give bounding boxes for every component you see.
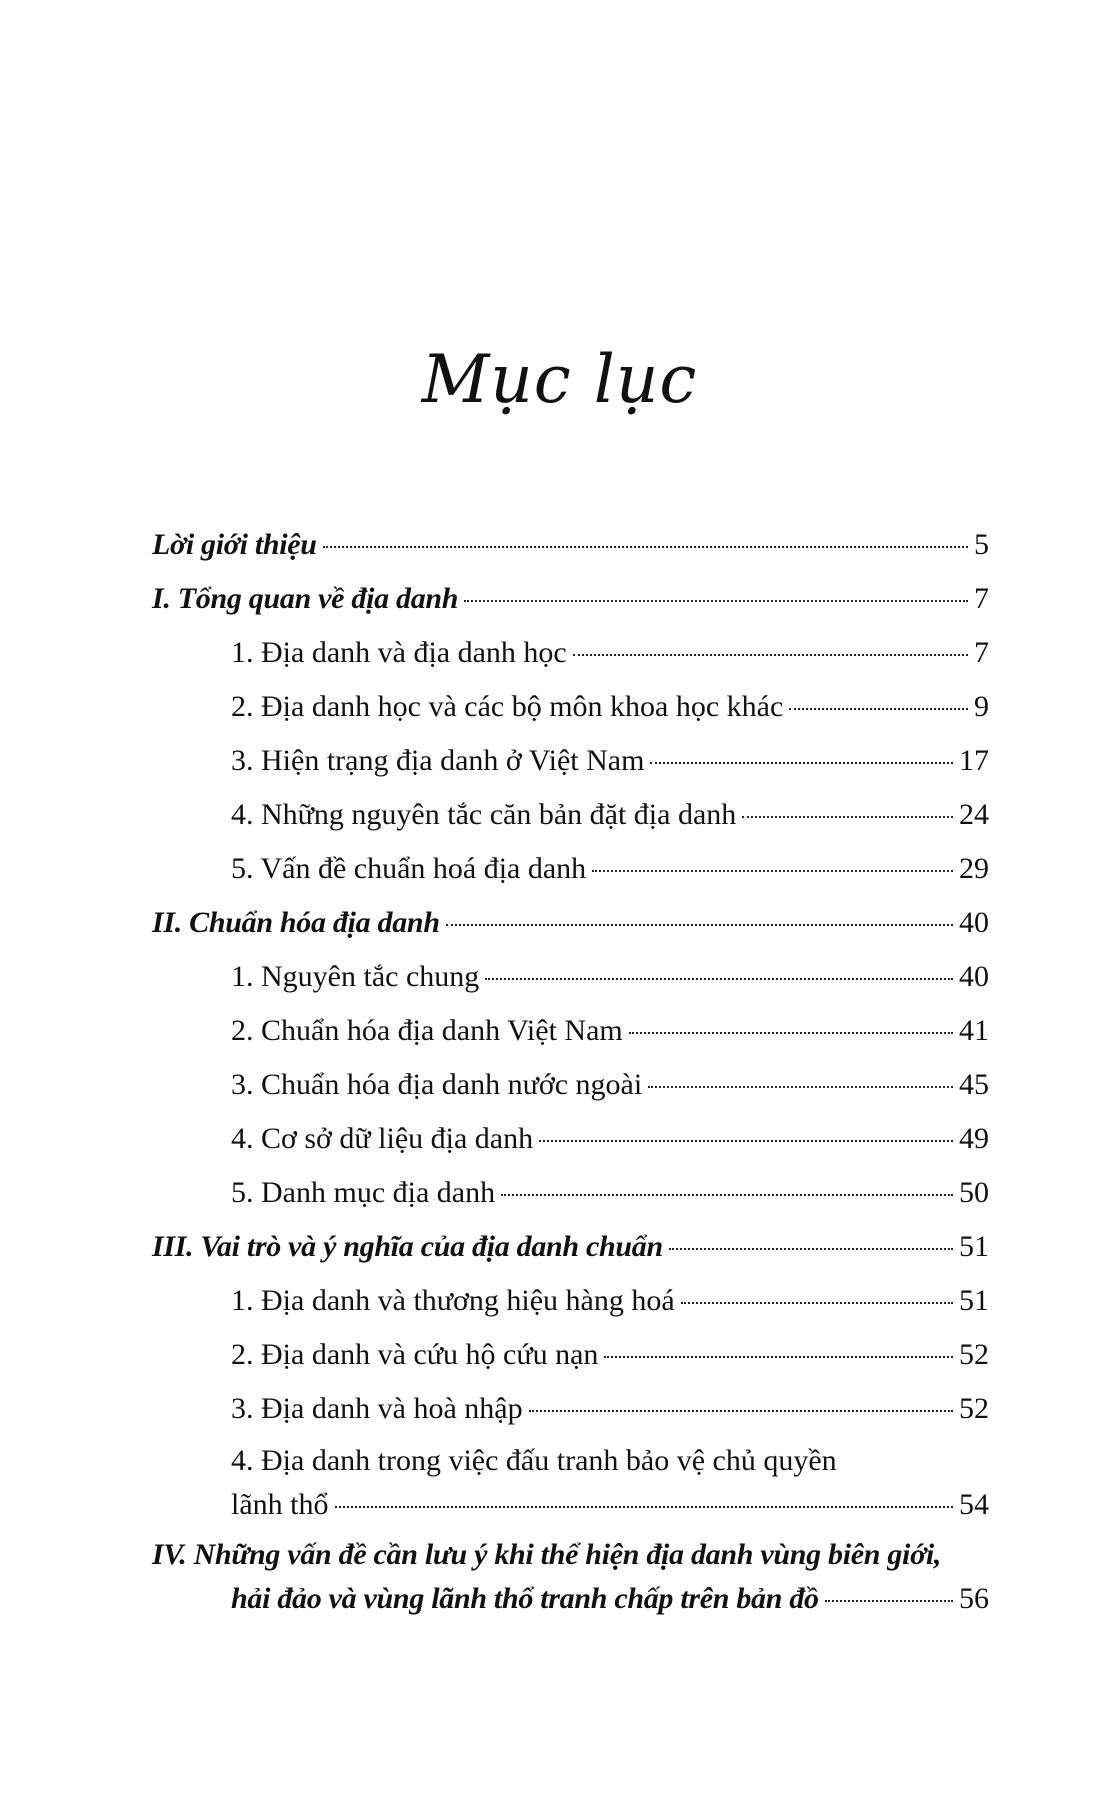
- toc-entry[interactable]: [152, 950, 989, 1004]
- toc-page-number: 7: [974, 636, 989, 669]
- toc-page-number: 54: [959, 1488, 989, 1521]
- toc-page-number: 49: [959, 1122, 989, 1155]
- toc-entry[interactable]: [152, 1004, 989, 1058]
- toc-entry[interactable]: [152, 1058, 989, 1112]
- toc-page-number: 52: [959, 1392, 989, 1425]
- dot-leader: [650, 762, 953, 764]
- toc-page-number: 40: [959, 960, 989, 993]
- table-of-contents: [152, 518, 989, 1622]
- dot-leader: [681, 1302, 953, 1304]
- toc-entry-label: 3. Chuẩn hóa địa danh nước ngoài: [231, 1068, 643, 1101]
- toc-entry-label: 2. Địa danh và cứu hộ cứu nạn: [231, 1338, 599, 1371]
- toc-entry-label: I. Tổng quan về địa danh: [152, 582, 459, 615]
- toc-entry[interactable]: [152, 896, 989, 950]
- toc-page-number: 17: [959, 744, 989, 777]
- dot-leader: [501, 1194, 953, 1196]
- toc-entry-label: 5. Danh mục địa danh: [231, 1176, 496, 1209]
- toc-entry[interactable]: [152, 572, 989, 626]
- toc-entry-label: 3. Địa danh và hoà nhập: [231, 1392, 523, 1425]
- toc-entry[interactable]: [152, 734, 989, 788]
- dot-leader: [446, 924, 953, 926]
- toc-page-number: 7: [974, 582, 989, 615]
- toc-entry-label: 1. Địa danh và thương hiệu hàng hoá: [231, 1284, 675, 1317]
- toc-page-number: 52: [959, 1338, 989, 1371]
- toc-entry[interactable]: [152, 518, 989, 572]
- toc-entry-label: II. Chuẩn hóa địa danh: [152, 906, 440, 939]
- dot-leader: [629, 1032, 953, 1034]
- toc-page-number: 5: [974, 528, 989, 561]
- toc-entry-label: Lời giới thiệu: [152, 528, 317, 561]
- toc-entry-label: 1. Địa danh và địa danh học: [231, 636, 567, 669]
- toc-entry[interactable]: [152, 788, 989, 842]
- toc-entry-label: 2. Chuẩn hóa địa danh Việt Nam: [231, 1014, 623, 1047]
- toc-entry[interactable]: [152, 1220, 989, 1274]
- dot-leader: [323, 546, 968, 548]
- toc-page-number: 41: [959, 1014, 989, 1047]
- toc-entry-label-line2: lãnh thổ: [231, 1488, 329, 1521]
- toc-entry-multiline[interactable]: [152, 1436, 989, 1528]
- toc-page-number: 9: [974, 690, 989, 723]
- dot-leader: [604, 1356, 953, 1358]
- toc-entry-label: 5. Vấn đề chuẩn hoá địa danh: [231, 852, 587, 885]
- toc-page-number: 51: [959, 1284, 989, 1317]
- dot-leader: [529, 1410, 953, 1412]
- toc-entry[interactable]: [152, 680, 989, 734]
- toc-page-number: 29: [959, 852, 989, 885]
- dot-leader: [648, 1086, 953, 1088]
- toc-entry[interactable]: [152, 1328, 989, 1382]
- toc-entry-label-line1: IV. Những vấn đề cần lưu ý khi thể hiện địa danh vùng biên giới,: [152, 1538, 942, 1571]
- dot-leader: [464, 600, 968, 602]
- dot-leader: [592, 870, 953, 872]
- toc-entry-label: 4. Cơ sở dữ liệu địa danh: [231, 1122, 534, 1155]
- toc-entry-label: 2. Địa danh học và các bộ môn khoa học khác: [231, 690, 784, 723]
- toc-page-number: 40: [959, 906, 989, 939]
- toc-entry[interactable]: [152, 1382, 989, 1436]
- toc-page-number: 50: [959, 1176, 989, 1209]
- dot-leader: [669, 1248, 953, 1250]
- toc-page-number: 56: [959, 1582, 989, 1615]
- toc-entry-label: 1. Nguyên tắc chung: [231, 960, 480, 993]
- dot-leader: [573, 654, 968, 656]
- toc-entry[interactable]: [152, 626, 989, 680]
- page-title: Mục lục: [421, 341, 698, 418]
- toc-entry-label-line2: hải đảo và vùng lãnh thổ tranh chấp trên bản đồ: [231, 1582, 819, 1615]
- dot-leader: [742, 816, 953, 818]
- toc-entry-multiline[interactable]: [152, 1528, 989, 1622]
- toc-page-number: 24: [959, 798, 989, 831]
- dot-leader: [539, 1140, 953, 1142]
- toc-entry[interactable]: [152, 1274, 989, 1328]
- toc-entry-continuation: [152, 1576, 989, 1622]
- toc-entry[interactable]: [152, 1112, 989, 1166]
- toc-entry-continuation: [152, 1482, 989, 1528]
- toc-entry[interactable]: [152, 842, 989, 896]
- dot-leader: [789, 708, 968, 710]
- dot-leader: [825, 1600, 953, 1602]
- toc-page-number: 51: [959, 1230, 989, 1263]
- toc-entry-label: III. Vai trò và ý nghĩa của địa danh chuẩn: [152, 1230, 663, 1263]
- toc-entry-label: 3. Hiện trạng địa danh ở Việt Nam: [231, 744, 645, 777]
- toc-entry[interactable]: [152, 1166, 989, 1220]
- toc-page-number: 45: [959, 1068, 989, 1101]
- toc-entry-label-line1: 4. Địa danh trong việc đấu tranh bảo vệ chủ quyền: [231, 1444, 837, 1477]
- dot-leader: [335, 1506, 954, 1508]
- dot-leader: [485, 978, 953, 980]
- toc-entry-label: 4. Những nguyên tắc căn bản đặt địa danh: [231, 798, 737, 831]
